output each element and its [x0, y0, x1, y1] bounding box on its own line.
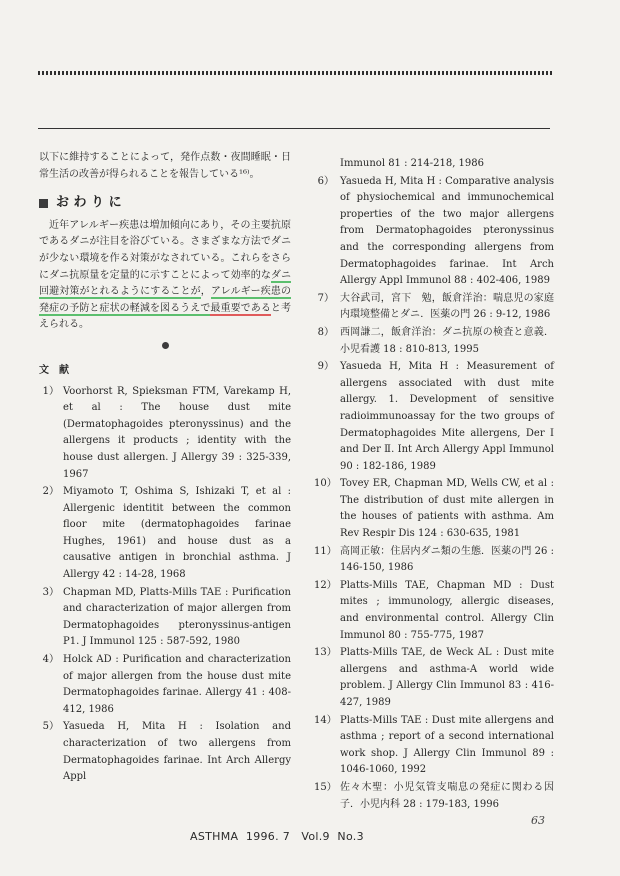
reference-item: 6） Yasueda H, Mita H : Comparative analysis of physiochemical and immunochemical properties of the two major allergens from Dermatophagoides pteronyssinus and the corresponding allergens from Dermatophagoides farinae. Int Arch Allergy Appl Immunol 88 : 402-406, 1989	[317, 175, 554, 287]
top-dotted-rule	[38, 71, 554, 75]
references-list-right	[314, 156, 554, 813]
reference-item: 5） Yasueda H, Mita H : Isolation and characterization of two allergens from Dermatophagoides farinae. Int Arch Allergy Appl	[42, 721, 291, 783]
conclusion-paragraph	[39, 218, 291, 334]
references-list-left	[39, 384, 291, 786]
header-rule	[38, 128, 550, 129]
conclusion-highlight-green-1: ダニ回避対策がとれるようにすることが	[39, 269, 292, 298]
reference-item: 1） Voorhorst R, Spieksman FTM, Varekamp H, et al : The house dust mite (Dermatophagoides pteronyssinus) and the allergens it products ; identity with the house dust allergen. J Allergy 39 : 325-339, 1967	[42, 385, 291, 480]
conclusion-part-1: 近年アレルギー疾患は増加傾向にあり，その主要抗原であるダニが注目を浴びている。さまざまな方法でダニが少ない環境を作る対策がなされている。これらをさらにダニ抗原量を定量的に示すことによって効率的な	[39, 219, 291, 281]
reference-item: 8） 西岡謙二，飯倉洋治：ダニ抗原の検査と意義．小児看護 18 : 810-813, 1995	[317, 326, 554, 355]
conclusion-part-6: と考えられる。	[39, 302, 292, 331]
reference-item: 15） 佐々木聖：小児気管支喘息の発症に関わる因子．小児内科 28 : 179-183, 1996	[314, 781, 554, 810]
end-bullet-icon	[162, 342, 169, 349]
section-title: お わ り に	[56, 195, 122, 211]
conclusion-highlight-green-2: アレルギー疾患の発症の予防と症状の軽減を図るうえで	[39, 286, 292, 314]
journal-footer: ASTHMA 1996. 7 Vol.9 No.3	[190, 830, 364, 843]
right-column	[314, 156, 554, 814]
reference-item: 4） Holck AD : Purification and characterization of major allergen from the house dust mite Dermatophagoides farinae. Allergy 41 : 408-412, 1986	[42, 654, 291, 715]
reference-item: 13） Platts-Mills TAE, de Weck AL : Dust mite allergens and asthma-A world wide problem. J Allergy Clin Immunol 83 : 416-427, 1989	[314, 647, 554, 708]
conclusion-highlight-red: 最重要である	[210, 302, 271, 314]
reference-item: 11） 高岡正敏：住居内ダニ類の生態．医薬の門 26 : 146-150, 1986	[314, 545, 554, 574]
reference-item: 10） Tovey ER, Chapman MD, Wells CW, et al : The distribution of dust mite allergen in the houses of patients with asthma. Am Rev Respir Dis 124 : 630-635, 1981	[314, 478, 554, 540]
reference-continuation: Immunol 81 : 214-218, 1986	[340, 158, 485, 169]
references-heading: 文 献	[39, 364, 69, 376]
reference-item: 12） Platts-Mills TAE, Chapman MD : Dust mites ; immunology, allergic diseases, and environmental control. Allergy Clin Immunol 80 : 755-775, 1987	[314, 579, 554, 641]
conclusion-part-3: ，	[200, 286, 211, 298]
page-number: 63	[531, 814, 545, 827]
reference-item: 14） Platts-Mills TAE : Dust mite allergens and asthma ; report of a second international work shop. J Allergy Clin Immunol 89 : 1046-1060, 1992	[314, 714, 554, 776]
intro-paragraph: 以下に維持することによって，発作点数・夜間睡眠・日常生活の改善が得られることを報告している¹⁶⁾。	[39, 152, 291, 180]
reference-item: 9） Yasueda H, Mita H : Measurement of allergens associated with dust mite allergy. 1. Development of sensitive radioimmunoassay for the two groups of Dermatophagoides Mite allergens, Der Ⅰ and Der Ⅱ. Int Arch Allergy Appl Immunol 90 : 182-186, 1989	[317, 361, 554, 472]
square-bullet-icon	[39, 199, 48, 208]
reference-item: 3） Chapman MD, Platts-Mills TAE : Purification and characterization of major allergen from Dermatophagoides pteronyssinus-antigen P1. J Immunol 125 : 587-592, 1980	[42, 586, 291, 648]
reference-item: 2） Miyamoto T, Oshima S, Ishizaki T, et al : Allergenic identitit between the common floor mite (dermatophagoides farinae Hughes, 1961) and house dust as a causative antigen in bronchial asthma. J Allergy 42 : 14-28, 1968	[42, 486, 291, 581]
left-column	[39, 150, 291, 787]
reference-item: 7） 大谷武司，宮下 勉，飯倉洋治：喘息児の家庭内環境整備とダニ．医薬の門 26 : 9-12, 1986	[317, 292, 554, 321]
section-heading	[39, 195, 291, 212]
